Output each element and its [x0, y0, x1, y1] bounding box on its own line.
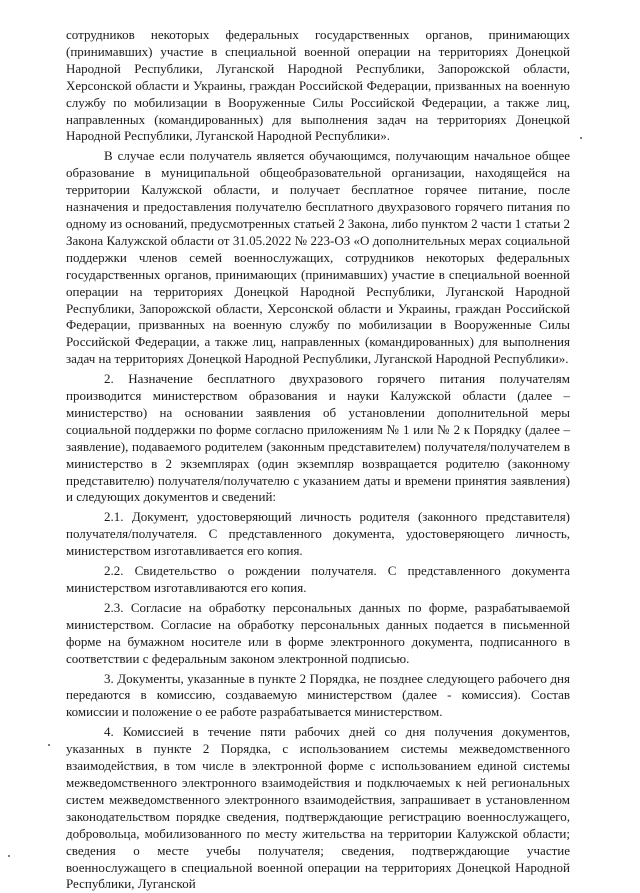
paragraph-item-4: 4. Комиссией в течение пяти рабочих дней со дня получения документов, указанных в пункте 2 Порядка, с использованием системы межведомственного взаимодействия, в том числе в электронной форме с использованием единой системы межведомственного электронного взаимодействия и подключаемых к ней региональных систем межведомственного электронного взаимодействия, запрашивает в установленном законодательством порядке сведения, подтверждающие регистрацию военнослужащего, добровольца, мобилизованного по месту жительства на территории Калужской области; сведения о месте учебы получателя; сведения, подтверждающие участие военнослужащего в специальной военной операции на территориях Донецкой Народной Республики, Луганской [66, 724, 570, 892]
paragraph-item-3: 3. Документы, указанные в пункте 2 Порядка, не позднее следующего рабочего дня передаются в комиссию, создаваемую министерством (далее - комиссия). Состав комиссии и положение о ее работе разрабатывается министерством. [66, 670, 570, 720]
paragraph-item-2: 2. Назначение бесплатного двухразового горячего питания получателям производится министерством образования и науки Калужской области (далее – министерство) на основании заявления об установлении дополнительной меры социальной поддержки по форме согласно приложениям № 1 или № 2 к Порядку (далее – заявление), подаваемого родителем (законным представителем) получателя/получателем в министерство в 2 экземплярах (один экземпляр возвращается родителю (законному представителю) получателя/получателю с указанием даты и времени принятия заявления) и следующих документов и сведений: [66, 371, 570, 505]
scan-speck [580, 137, 582, 139]
paragraph-item-2-2: 2.2. Свидетельство о рождении получателя. С представленного документа министерством изготавливаются его копия. [66, 563, 570, 595]
document-body [66, 27, 570, 893]
scan-speck [48, 744, 50, 746]
paragraph-continuation: сотрудников некоторых федеральных государственных органов, принимающих (принимавших) участие в специальной военной операции на территориях Донецкой Народной Республики, Луганской Народной Республики, Запорожской области, Херсонской области и Украины, граждан Российской Федерации, призванных на военную службу по мобилизации в Вооруженные Силы Российской Федерации, а также лиц, направленных (командированных) для выполнения задач на территориях Донецкой Народной Республики, Луганской Народной Республики». [66, 27, 570, 144]
paragraph-item-2-3: 2.3. Согласие на обработку персональных данных по форме, разрабатываемой министерством. Согласие на обработку персональных данных подается в письменной форме на бумажном носителе или в форме электронного документа, подписанного в соответствии с федеральным законом электронной подписью. [66, 599, 570, 666]
paragraph-pupil-case: В случае если получатель является обучающимся, получающим начальное общее образование в муниципальной общеобразовательной организации, находящейся на территории Калужской области, и получает бесплатное горячее питание, после назначения и предоставления получателю бесплатного двухразового горячего питания по одному из оснований, предусмотренных статьей 2 Закона, либо пунктом 2 части 1 статьи 2 Закона Калужской области от 31.05.2022 № 223-ОЗ «О дополнительных мерах социальной поддержки членов семей военнослужащих, сотрудников некоторых федеральных государственных органов, принимающих (принимавших) участие в специальной военной операции на территориях Донецкой Народной Республики, Луганской Народной Республики, Запорожской области, Херсонской области и Украины, граждан Российской Федерации, призванных на военную службу по мобилизации в Вооруженные Силы Российской Федерации, а также лиц, направленных (командированных) для выполнения задач на территориях Донецкой Народной Республики, Луганской Народной Республики». [66, 148, 570, 367]
scan-speck [8, 855, 10, 857]
paragraph-item-2-1: 2.1. Документ, удостоверяющий личность родителя (законного представителя) получателя/получателя. С представленного документа, удостоверяющего личность, министерством изготавливается его копия. [66, 509, 570, 559]
